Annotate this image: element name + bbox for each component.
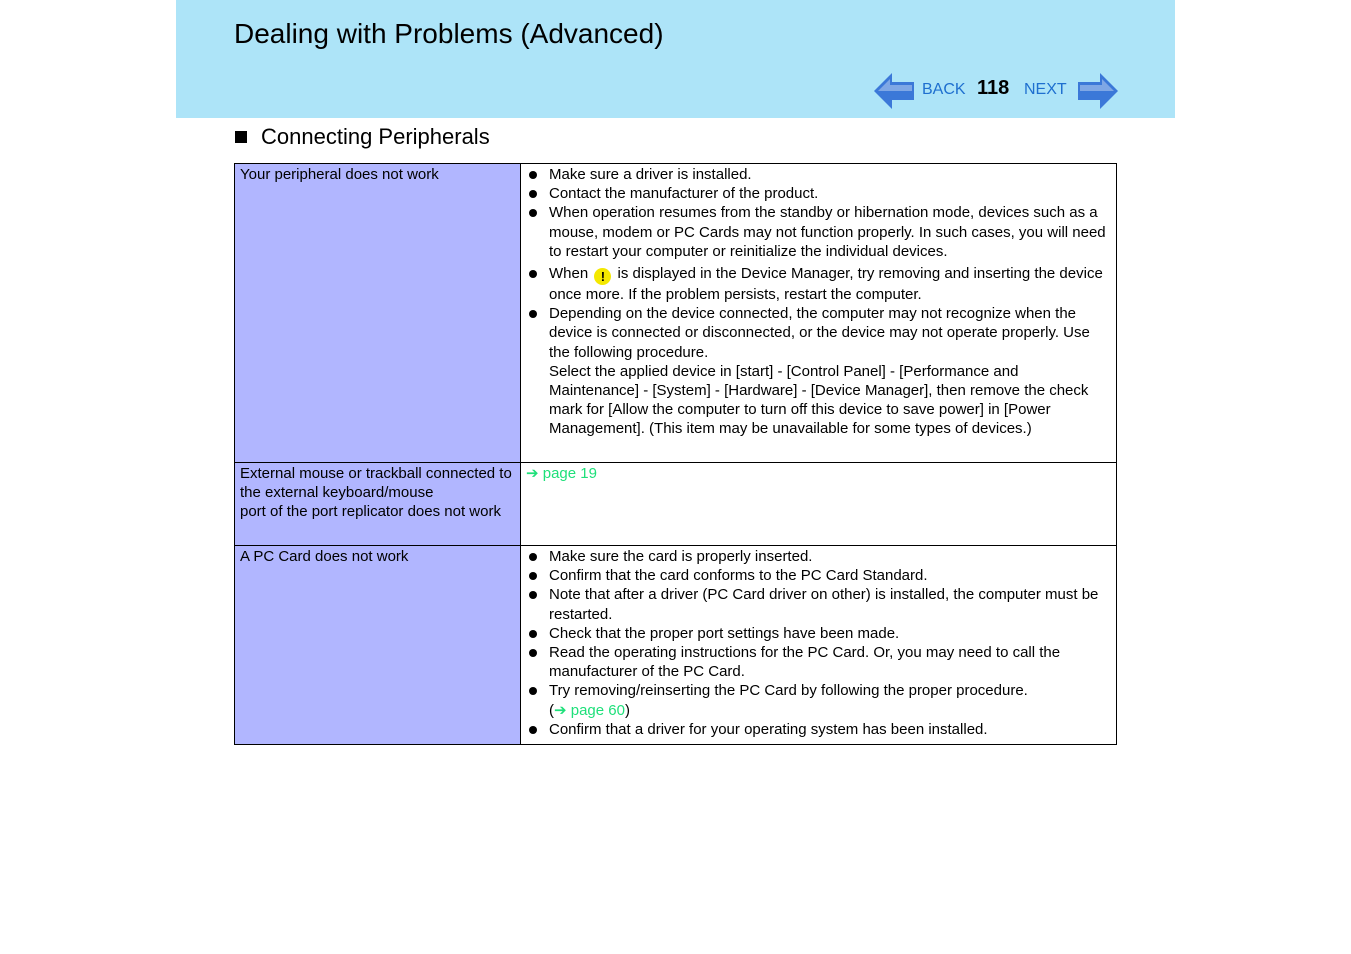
section-heading	[235, 124, 490, 150]
page-navigation	[874, 72, 1118, 110]
list-item: When ! is displayed in the Device Manager, try removing and inserting the device once more. If the problem persists, restart the computer.	[526, 264, 1108, 304]
solution-list	[526, 165, 1108, 439]
problem-text: Your peripheral does not work	[240, 166, 439, 183]
list-item: Depending on the device connected, the computer may not recognize when the device is connected or disconnected, or the device may not operate properly. Use the following procedure. Select the applied device in [start] - [Control Panel] - [Performance and Maintenance] - [System] - [Hardware] - [Device Manager], then remove the check mark for [Allow the computer to turn off this device to save power] in [Power Management]. (This item may be unavailable for some types of devices.)	[526, 304, 1108, 438]
list-item: Note that after a driver (PC Card driver on other) is installed, the computer must be restarted.	[526, 585, 1108, 623]
back-button[interactable]: BACK	[922, 81, 966, 98]
solution-cell	[521, 546, 1117, 745]
list-item: Check that the proper port settings have been made.	[526, 624, 1108, 643]
page-title: Dealing with Problems (Advanced)	[234, 18, 664, 49]
problem-cell	[235, 164, 521, 463]
problem-text: A PC Card does not work	[240, 548, 409, 565]
square-bullet-icon	[235, 131, 247, 143]
solution-cell	[521, 463, 1117, 546]
section-heading-text: Connecting Peripherals	[261, 124, 490, 149]
table-row	[235, 463, 1117, 546]
bullet-dot-icon	[529, 553, 537, 561]
problem-cell	[235, 546, 521, 745]
list-item: When operation resumes from the standby or hibernation mode, devices such as a mouse, modem or PC Cards may not function properly. In such cases, you will need to restart your computer or reinitialize the individual devices.	[526, 203, 1108, 261]
list-item: Confirm that a driver for your operating system has been installed.	[526, 720, 1108, 739]
list-item: Contact the manufacturer of the product.	[526, 184, 1108, 203]
bullet-dot-icon	[529, 630, 537, 638]
page-60-link[interactable]: ➔ page 60	[554, 701, 625, 719]
troubleshooting-table	[234, 163, 1117, 745]
bullet-dot-icon	[529, 310, 537, 318]
page-number: 118	[977, 77, 1010, 99]
list-item: Make sure the card is properly inserted.	[526, 547, 1108, 566]
table-row	[235, 546, 1117, 745]
list-item: Try removing/reinserting the PC Card by following the proper procedure. (➔ page 60)	[526, 681, 1108, 719]
bullet-dot-icon	[529, 649, 537, 657]
solution-cell	[521, 164, 1117, 463]
page-header	[176, 0, 1175, 118]
arrow-right-icon: ➔	[554, 701, 567, 719]
page-19-link[interactable]: ➔ page 19	[526, 465, 597, 482]
list-item: Confirm that the card conforms to the PC Card Standard.	[526, 566, 1108, 585]
bullet-dot-icon	[529, 687, 537, 695]
problem-cell: External mouse or trackball connected to the external keyboard/mouse port of the port replicator does not work	[235, 463, 521, 546]
arrow-right-icon: ➔	[526, 465, 539, 482]
warning-icon: !	[594, 268, 611, 285]
bullet-dot-icon	[529, 572, 537, 580]
next-button[interactable]: NEXT	[1024, 81, 1067, 98]
bullet-dot-icon	[529, 209, 537, 217]
back-arrow-icon[interactable]	[874, 72, 914, 110]
solution-list	[526, 547, 1108, 739]
bullet-dot-icon	[529, 726, 537, 734]
bullet-dot-icon	[529, 190, 537, 198]
list-item: Read the operating instructions for the PC Card. Or, you may need to call the manufacturer of the PC Card.	[526, 643, 1108, 681]
bullet-dot-icon	[529, 270, 537, 278]
bullet-dot-icon	[529, 591, 537, 599]
table-row	[235, 164, 1117, 463]
bullet-dot-icon	[529, 171, 537, 179]
list-item: Make sure a driver is installed.	[526, 165, 1108, 184]
next-arrow-icon[interactable]	[1078, 72, 1118, 110]
